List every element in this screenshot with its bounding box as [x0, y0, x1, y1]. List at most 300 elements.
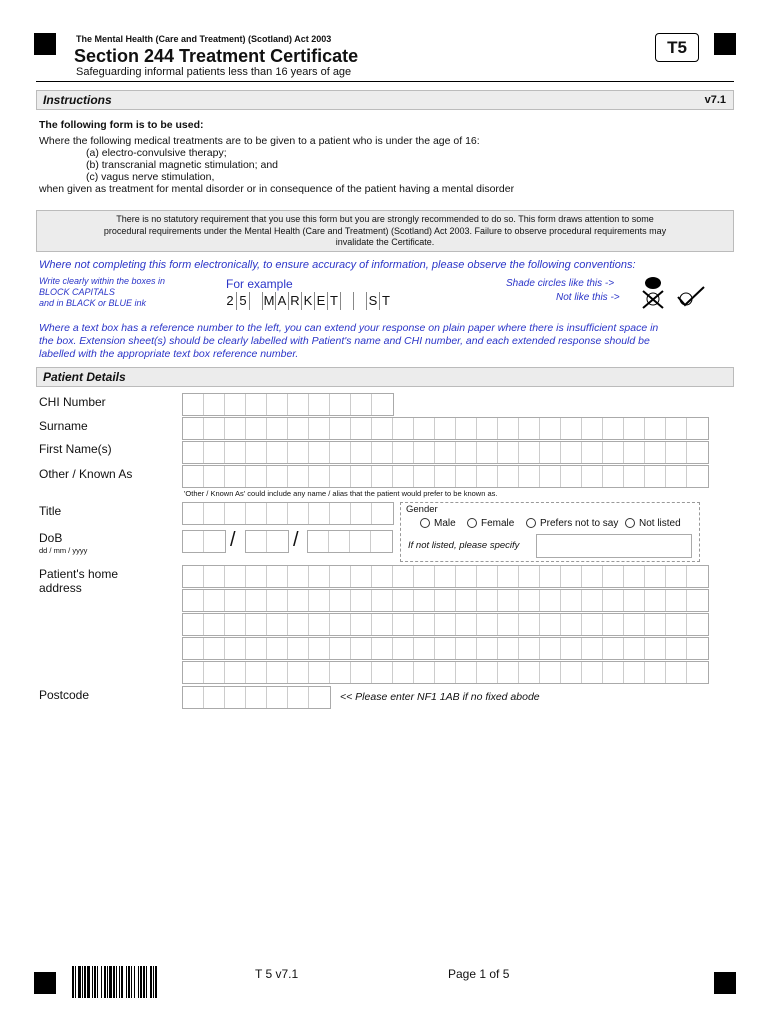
char-cell[interactable]	[603, 614, 624, 635]
char-cell[interactable]	[183, 418, 204, 439]
char-cell[interactable]	[183, 614, 204, 635]
char-cell[interactable]	[414, 418, 435, 439]
example-char	[353, 292, 366, 310]
radio-icon[interactable]	[625, 518, 635, 528]
barcode-bar	[140, 966, 142, 998]
char-cell[interactable]	[267, 614, 288, 635]
char-cell[interactable]	[330, 418, 351, 439]
char-cell[interactable]	[456, 662, 477, 683]
radio-icon[interactable]	[526, 518, 536, 528]
char-cell[interactable]	[183, 662, 204, 683]
char-cell[interactable]	[351, 418, 372, 439]
radio-icon[interactable]	[420, 518, 430, 528]
first-names-field[interactable]	[182, 441, 709, 464]
barcode-bar	[113, 966, 115, 998]
barcode-bar	[84, 966, 86, 998]
char-cell[interactable]	[624, 614, 645, 635]
char-cell[interactable]	[603, 418, 624, 439]
char-cell[interactable]	[288, 662, 309, 683]
char-cell[interactable]	[435, 442, 456, 463]
barcode-bar	[78, 966, 81, 998]
char-cell[interactable]	[204, 442, 225, 463]
gender-male-option[interactable]	[420, 518, 456, 529]
notice-line-1: There is no statutory requirement that you use this form but you are strongly recommended to do so. This form draws attention to some	[116, 214, 654, 224]
char-cell[interactable]	[498, 566, 519, 587]
char-cell[interactable]	[687, 662, 708, 683]
char-cell[interactable]	[666, 566, 687, 587]
barcode-bar	[116, 966, 117, 998]
char-cell[interactable]	[666, 590, 687, 611]
char-cell[interactable]	[582, 442, 603, 463]
char-cell[interactable]	[204, 531, 225, 552]
char-cell[interactable]	[183, 566, 204, 587]
char-cell[interactable]	[477, 590, 498, 611]
char-cell[interactable]	[246, 662, 267, 683]
char-cell[interactable]	[204, 614, 225, 635]
char-cell[interactable]	[309, 662, 330, 683]
char-cell[interactable]	[540, 466, 561, 487]
char-cell[interactable]	[183, 394, 204, 415]
char-cell[interactable]	[351, 662, 372, 683]
address-line-3-field[interactable]	[182, 613, 709, 636]
char-cell[interactable]	[498, 662, 519, 683]
char-cell[interactable]	[456, 442, 477, 463]
char-cell[interactable]	[624, 466, 645, 487]
char-cell[interactable]	[309, 466, 330, 487]
char-cell[interactable]	[267, 590, 288, 611]
char-cell[interactable]	[330, 662, 351, 683]
char-cell[interactable]	[561, 566, 582, 587]
char-cell[interactable]	[582, 418, 603, 439]
char-cell[interactable]	[645, 466, 666, 487]
char-cell[interactable]	[393, 614, 414, 635]
char-cell[interactable]	[414, 662, 435, 683]
char-cell[interactable]	[519, 466, 540, 487]
barcode-bar	[87, 966, 90, 998]
char-cell[interactable]	[645, 418, 666, 439]
char-cell[interactable]	[477, 614, 498, 635]
char-cell[interactable]	[519, 566, 540, 587]
char-cell[interactable]	[645, 638, 666, 659]
char-cell[interactable]	[624, 590, 645, 611]
char-cell[interactable]	[183, 503, 204, 524]
char-cell[interactable]	[225, 638, 246, 659]
char-cell[interactable]	[351, 394, 372, 415]
char-cell[interactable]	[624, 442, 645, 463]
char-cell[interactable]	[393, 638, 414, 659]
address-line-2-field[interactable]	[182, 589, 709, 612]
char-cell[interactable]	[582, 466, 603, 487]
surname-field[interactable]	[182, 417, 709, 440]
char-cell[interactable]	[456, 466, 477, 487]
char-cell[interactable]	[666, 418, 687, 439]
char-cell[interactable]	[645, 442, 666, 463]
char-cell[interactable]	[561, 466, 582, 487]
char-cell[interactable]	[371, 531, 392, 552]
char-cell[interactable]	[350, 531, 371, 552]
char-cell[interactable]	[498, 418, 519, 439]
char-cell[interactable]	[372, 590, 393, 611]
char-cell[interactable]	[351, 503, 372, 524]
char-cell[interactable]	[309, 418, 330, 439]
char-cell[interactable]	[288, 394, 309, 415]
char-cell[interactable]	[351, 566, 372, 587]
char-cell[interactable]	[351, 590, 372, 611]
instructions-line2: when given as treatment for mental disorder or in consequence of the patient having a mental disorder	[39, 183, 515, 195]
char-cell[interactable]	[288, 466, 309, 487]
char-cell[interactable]	[204, 590, 225, 611]
char-cell[interactable]	[435, 614, 456, 635]
title-label: Title	[39, 504, 62, 518]
char-cell[interactable]	[330, 394, 351, 415]
char-cell[interactable]	[225, 590, 246, 611]
title-field[interactable]	[182, 502, 394, 525]
char-cell[interactable]	[225, 566, 246, 587]
char-cell[interactable]	[267, 442, 288, 463]
extension-note	[39, 322, 739, 361]
char-cell[interactable]	[288, 590, 309, 611]
char-cell[interactable]	[330, 638, 351, 659]
char-cell[interactable]	[540, 638, 561, 659]
char-cell[interactable]	[372, 638, 393, 659]
char-cell[interactable]	[183, 466, 204, 487]
char-cell[interactable]	[498, 590, 519, 611]
char-cell[interactable]	[414, 566, 435, 587]
char-cell[interactable]	[624, 566, 645, 587]
registration-mark-top-left	[34, 33, 56, 55]
char-cell[interactable]	[309, 638, 330, 659]
barcode-bar	[82, 966, 83, 998]
char-cell[interactable]	[330, 503, 351, 524]
char-cell[interactable]	[288, 687, 309, 708]
char-cell[interactable]	[330, 566, 351, 587]
char-cell[interactable]	[414, 442, 435, 463]
char-cell[interactable]	[540, 418, 561, 439]
char-cell[interactable]	[435, 466, 456, 487]
gender-female-option[interactable]	[467, 518, 514, 529]
footer-page-number: Page 1 of 5	[448, 967, 510, 981]
gender-label: Gender	[406, 504, 438, 515]
char-cell[interactable]	[603, 590, 624, 611]
char-cell[interactable]	[330, 590, 351, 611]
char-cell[interactable]	[498, 466, 519, 487]
char-cell[interactable]	[414, 638, 435, 659]
example-char: 2	[226, 293, 234, 308]
other-names-note: 'Other / Known As' could include any name / alias that the patient would prefer to be known as.	[184, 489, 498, 498]
char-cell[interactable]	[372, 503, 393, 524]
barcode-bar	[146, 966, 147, 998]
char-cell[interactable]	[561, 418, 582, 439]
char-cell[interactable]	[288, 503, 309, 524]
char-cell[interactable]	[225, 503, 246, 524]
char-cell[interactable]	[267, 531, 288, 552]
char-cell[interactable]	[288, 442, 309, 463]
char-cell[interactable]	[477, 638, 498, 659]
char-cell[interactable]	[519, 662, 540, 683]
char-cell[interactable]	[288, 566, 309, 587]
char-cell[interactable]	[603, 662, 624, 683]
char-cell[interactable]	[687, 590, 708, 611]
char-cell[interactable]	[204, 566, 225, 587]
char-cell[interactable]	[666, 614, 687, 635]
char-cell[interactable]	[183, 531, 204, 552]
char-cell[interactable]	[267, 394, 288, 415]
char-cell[interactable]	[330, 442, 351, 463]
gender-not-listed-option[interactable]	[625, 518, 681, 529]
char-cell[interactable]	[329, 531, 350, 552]
postcode-note: << Please enter NF1 1AB if no fixed abode	[340, 691, 540, 703]
char-cell[interactable]	[393, 466, 414, 487]
example-char	[249, 292, 262, 310]
char-cell[interactable]	[477, 466, 498, 487]
char-cell[interactable]	[435, 418, 456, 439]
char-cell[interactable]	[246, 442, 267, 463]
char-cell[interactable]	[561, 638, 582, 659]
char-cell[interactable]	[372, 466, 393, 487]
postcode-label: Postcode	[39, 688, 90, 702]
char-cell[interactable]	[645, 590, 666, 611]
char-cell[interactable]	[246, 466, 267, 487]
instructions-intro: The following form is to be used:	[39, 119, 204, 131]
char-cell[interactable]	[603, 638, 624, 659]
gender-prefer-label: Prefers not to say	[540, 518, 619, 529]
char-cell[interactable]	[309, 590, 330, 611]
barcode-bar	[104, 966, 106, 998]
char-cell[interactable]	[204, 466, 225, 487]
char-cell[interactable]	[603, 442, 624, 463]
barcode-bar	[153, 966, 154, 998]
char-cell[interactable]	[645, 662, 666, 683]
char-cell[interactable]	[225, 418, 246, 439]
char-cell[interactable]	[498, 614, 519, 635]
char-cell[interactable]	[225, 687, 246, 708]
char-cell[interactable]	[582, 566, 603, 587]
char-cell[interactable]	[519, 614, 540, 635]
radio-icon[interactable]	[467, 518, 477, 528]
char-cell[interactable]	[477, 566, 498, 587]
char-cell[interactable]	[645, 614, 666, 635]
char-cell[interactable]	[372, 442, 393, 463]
address-line-4-field[interactable]	[182, 637, 709, 660]
address-label: Patient's home address	[39, 567, 119, 595]
char-cell[interactable]	[456, 590, 477, 611]
char-cell[interactable]	[372, 418, 393, 439]
char-cell[interactable]	[246, 614, 267, 635]
char-cell[interactable]	[540, 662, 561, 683]
char-cell[interactable]	[393, 662, 414, 683]
char-cell[interactable]	[330, 466, 351, 487]
address-line-5-field[interactable]	[182, 661, 709, 684]
char-cell[interactable]	[393, 590, 414, 611]
char-cell[interactable]	[687, 614, 708, 635]
char-cell[interactable]	[246, 418, 267, 439]
barcode-bar	[107, 966, 108, 998]
char-cell[interactable]	[414, 466, 435, 487]
char-cell[interactable]	[309, 687, 330, 708]
page-subtitle: Safeguarding informal patients less than 16 years of age	[76, 66, 352, 78]
char-cell[interactable]	[666, 638, 687, 659]
chi-label: CHI Number	[39, 395, 106, 409]
example-char: R	[288, 292, 301, 310]
char-cell[interactable]	[687, 638, 708, 659]
char-cell[interactable]	[393, 442, 414, 463]
gender-female-label: Female	[481, 518, 515, 529]
char-cell[interactable]	[372, 566, 393, 587]
char-cell[interactable]	[372, 662, 393, 683]
example-char	[340, 292, 353, 310]
char-cell[interactable]	[498, 638, 519, 659]
char-cell[interactable]	[561, 662, 582, 683]
char-cell[interactable]	[308, 531, 329, 552]
char-cell[interactable]	[246, 590, 267, 611]
char-cell[interactable]	[561, 442, 582, 463]
char-cell[interactable]	[477, 418, 498, 439]
char-cell[interactable]	[519, 590, 540, 611]
char-cell[interactable]	[687, 442, 708, 463]
dob-day-field[interactable]	[182, 530, 226, 553]
char-cell[interactable]	[267, 638, 288, 659]
char-cell[interactable]	[456, 418, 477, 439]
char-cell[interactable]	[267, 662, 288, 683]
char-cell[interactable]	[477, 662, 498, 683]
char-cell[interactable]	[351, 442, 372, 463]
char-cell[interactable]	[498, 442, 519, 463]
char-cell[interactable]	[246, 531, 267, 552]
char-cell[interactable]	[309, 614, 330, 635]
char-cell[interactable]	[309, 394, 330, 415]
char-cell[interactable]	[267, 466, 288, 487]
char-cell[interactable]	[582, 638, 603, 659]
char-cell[interactable]	[582, 614, 603, 635]
char-cell[interactable]	[351, 466, 372, 487]
char-cell[interactable]	[246, 503, 267, 524]
char-cell[interactable]	[561, 590, 582, 611]
char-cell[interactable]	[204, 394, 225, 415]
char-cell[interactable]	[561, 614, 582, 635]
char-cell[interactable]	[666, 442, 687, 463]
char-cell[interactable]	[519, 442, 540, 463]
char-cell[interactable]	[183, 638, 204, 659]
char-cell[interactable]	[204, 503, 225, 524]
char-cell[interactable]	[372, 614, 393, 635]
char-cell[interactable]	[309, 566, 330, 587]
char-cell[interactable]	[624, 662, 645, 683]
char-cell[interactable]	[414, 614, 435, 635]
char-cell[interactable]	[351, 638, 372, 659]
char-cell[interactable]	[246, 394, 267, 415]
char-cell[interactable]	[204, 638, 225, 659]
char-cell[interactable]	[456, 614, 477, 635]
char-cell[interactable]	[288, 614, 309, 635]
char-cell[interactable]	[687, 466, 708, 487]
char-cell[interactable]	[603, 466, 624, 487]
char-cell[interactable]	[519, 418, 540, 439]
dob-year-field[interactable]	[307, 530, 393, 553]
char-cell[interactable]	[183, 442, 204, 463]
char-cell[interactable]	[456, 638, 477, 659]
char-cell[interactable]	[288, 418, 309, 439]
gender-prefer-option[interactable]	[526, 518, 618, 529]
char-cell[interactable]	[435, 590, 456, 611]
char-cell[interactable]	[330, 614, 351, 635]
char-cell[interactable]	[603, 566, 624, 587]
char-cell[interactable]	[204, 418, 225, 439]
char-cell[interactable]	[582, 662, 603, 683]
shading-example-icon	[640, 275, 710, 311]
char-cell[interactable]	[540, 614, 561, 635]
registration-mark-bottom-right	[714, 972, 736, 994]
char-cell[interactable]	[267, 687, 288, 708]
char-cell[interactable]	[540, 566, 561, 587]
surname-label: Surname	[39, 419, 88, 433]
char-cell[interactable]	[393, 566, 414, 587]
version-label: v7.1	[704, 94, 726, 106]
char-cell[interactable]	[540, 442, 561, 463]
char-cell[interactable]	[225, 442, 246, 463]
char-cell[interactable]	[204, 662, 225, 683]
char-cell[interactable]	[372, 394, 393, 415]
example-boxes	[224, 292, 392, 310]
char-cell[interactable]	[666, 662, 687, 683]
postcode-field[interactable]	[182, 686, 331, 709]
char-cell[interactable]	[246, 687, 267, 708]
other-names-field[interactable]	[182, 465, 709, 488]
char-cell[interactable]	[582, 590, 603, 611]
char-cell[interactable]	[225, 614, 246, 635]
char-cell[interactable]	[435, 638, 456, 659]
not-like-label: Not like this ->	[556, 292, 620, 303]
char-cell[interactable]	[687, 566, 708, 587]
char-cell[interactable]	[393, 418, 414, 439]
char-cell[interactable]	[309, 442, 330, 463]
char-cell[interactable]	[477, 442, 498, 463]
char-cell[interactable]	[246, 566, 267, 587]
write-clearly-note	[39, 276, 165, 309]
extension-line-2: the box. Extension sheet(s) should be clearly labelled with Patient's name and CHI number, and each extended response should be	[39, 335, 650, 347]
char-cell[interactable]	[183, 687, 204, 708]
gender-specify-field[interactable]	[536, 534, 692, 558]
char-cell[interactable]	[645, 566, 666, 587]
char-cell[interactable]	[288, 638, 309, 659]
char-cell[interactable]	[225, 466, 246, 487]
char-cell[interactable]	[540, 590, 561, 611]
char-cell[interactable]	[666, 466, 687, 487]
char-cell[interactable]	[204, 687, 225, 708]
dob-month-field[interactable]	[245, 530, 289, 553]
char-cell[interactable]	[351, 614, 372, 635]
char-cell[interactable]	[624, 638, 645, 659]
char-cell[interactable]	[309, 503, 330, 524]
chi-number-field[interactable]	[182, 393, 394, 416]
char-cell[interactable]	[687, 418, 708, 439]
char-cell[interactable]	[414, 590, 435, 611]
char-cell[interactable]	[456, 566, 477, 587]
char-cell[interactable]	[267, 503, 288, 524]
char-cell[interactable]	[435, 566, 456, 587]
char-cell[interactable]	[225, 394, 246, 415]
char-cell[interactable]	[624, 418, 645, 439]
instructions-item-a: (a) electro-convulsive therapy;	[86, 147, 227, 159]
char-cell[interactable]	[183, 590, 204, 611]
char-cell[interactable]	[246, 638, 267, 659]
char-cell[interactable]	[435, 662, 456, 683]
notice-line-3: invalidate the Certificate.	[335, 237, 435, 247]
char-cell[interactable]	[519, 638, 540, 659]
char-cell[interactable]	[267, 566, 288, 587]
char-cell[interactable]	[267, 418, 288, 439]
char-cell[interactable]	[225, 662, 246, 683]
address-line-1-field[interactable]	[182, 565, 709, 588]
